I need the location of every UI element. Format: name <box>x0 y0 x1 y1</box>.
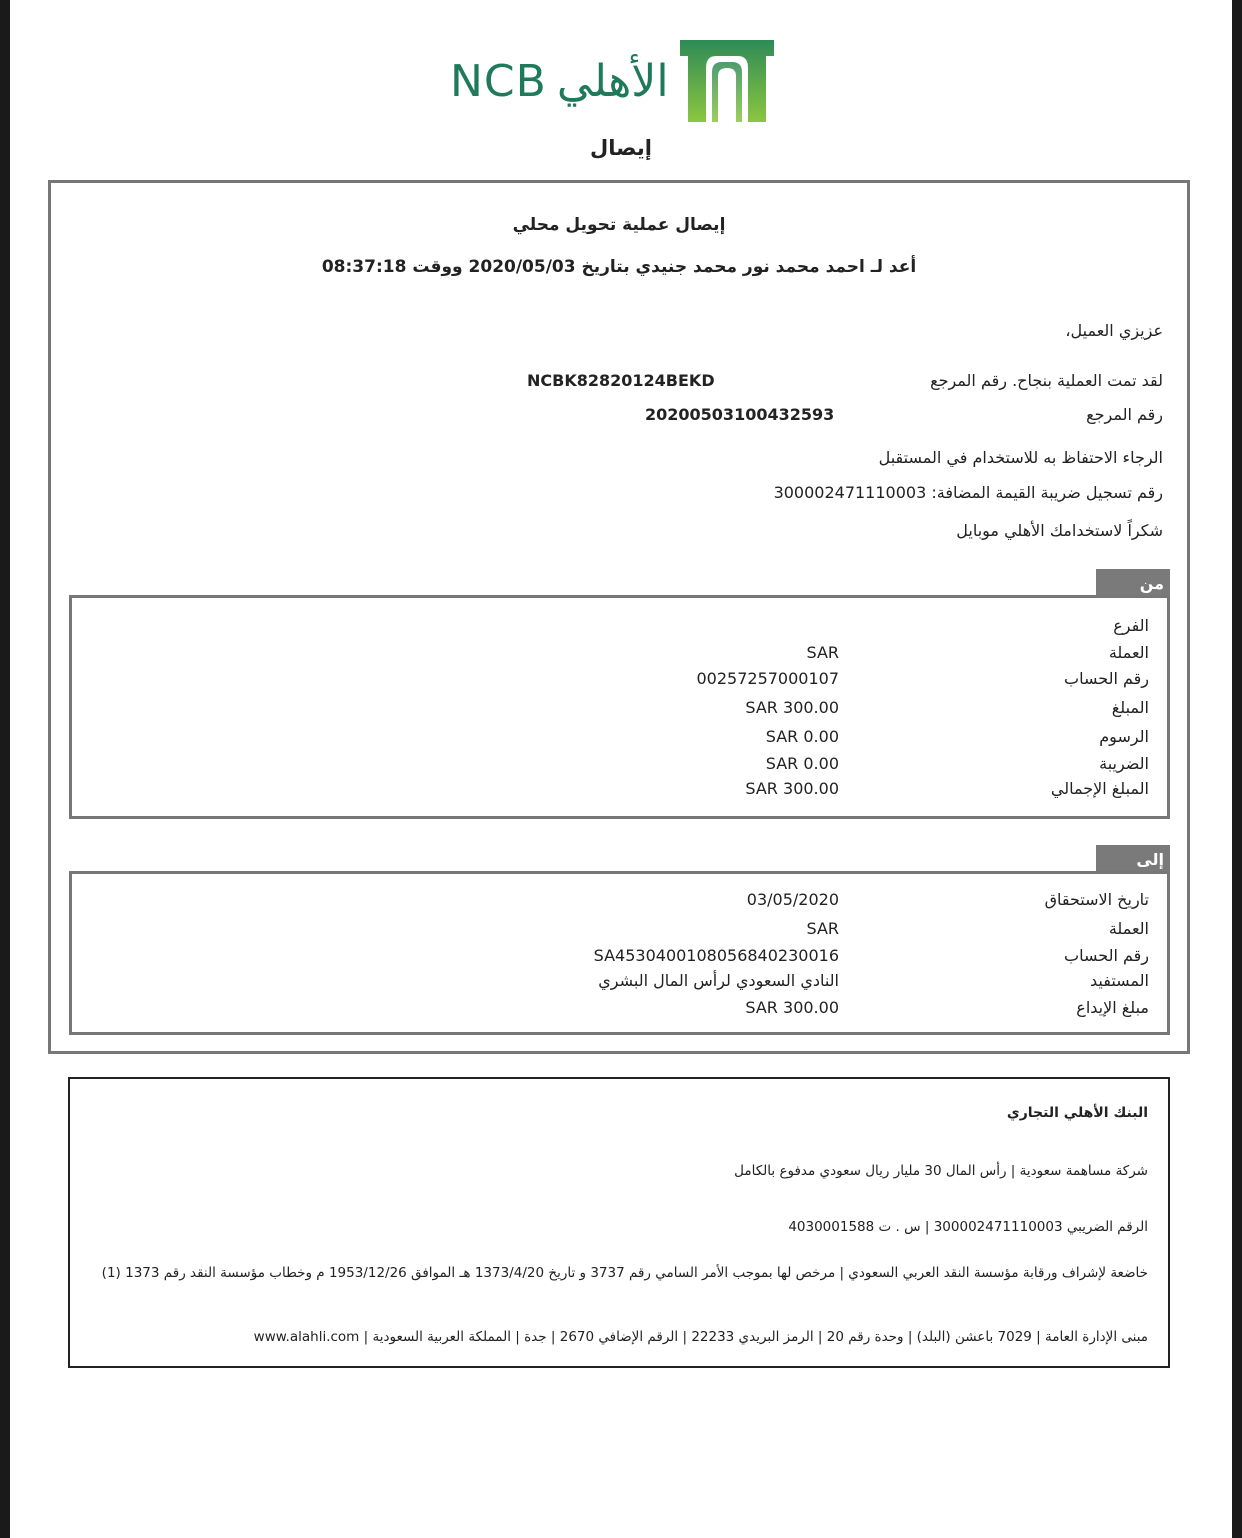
detail-value: 300.00 SAR <box>745 779 839 798</box>
detail-value: النادي السعودي لرأس المال البشري <box>598 971 839 990</box>
document-subtitle: أعد لـ احمد محمد نور محمد جنيدي بتاريخ 2020/05/03 ووقت 08:37:18 <box>321 257 917 277</box>
detail-value: SAR <box>806 919 839 938</box>
detail-row <box>72 919 1167 943</box>
detail-label: رقم الحساب <box>1064 946 1149 965</box>
detail-value: 300.00 SAR <box>745 998 839 1017</box>
success-text: لقد تمت العملية بنجاح. رقم المرجع <box>930 371 1163 390</box>
detail-label: الفرع <box>1113 616 1149 635</box>
detail-row <box>72 779 1167 803</box>
bank-capital-text: شركة مساهمة سعودية | رأس المال 30 مليار ريال سعودي مدفوع بالكامل <box>734 1163 1148 1179</box>
detail-label: المبلغ <box>1111 698 1149 717</box>
ncb-arch-icon <box>678 38 776 124</box>
ncb-logo <box>450 36 780 126</box>
transaction-reference: NCBK82820124BEKD <box>527 371 715 390</box>
reference-label: رقم المرجع <box>1086 405 1163 424</box>
reference-number: 20200503100432593 <box>645 405 835 424</box>
detail-row <box>72 643 1167 667</box>
receipt-heading: إيصال <box>590 136 652 160</box>
bank-info-footer <box>68 1077 1170 1368</box>
detail-row <box>72 727 1167 751</box>
detail-value: 0.00 SAR <box>765 754 839 773</box>
vat-registration-text: رقم تسجيل ضريبة القيمة المضافة: 300002471110003 <box>773 483 1163 502</box>
detail-label: رقم الحساب <box>1064 669 1149 688</box>
detail-row <box>72 616 1167 640</box>
detail-label: تاريخ الاستحقاق <box>1044 890 1149 909</box>
detail-label: المستفيد <box>1090 971 1149 990</box>
bank-address-text: مبنى الإدارة العامة | 7029 باعشن (البلد) | وحدة رقم 20 | الرمز البريدي 22233 | الرقم الإضافي 2670 | جدة | المملكة العربية السعودية | www.alahli.com <box>253 1329 1148 1345</box>
document-title: إيصال عملية تحويل محلي <box>512 215 726 235</box>
receipt-frame <box>48 180 1190 1054</box>
detail-label: الرسوم <box>1099 727 1149 746</box>
thanks-text: شكراً لاستخدامك الأهلي موبايل <box>956 521 1163 540</box>
detail-row <box>72 971 1167 995</box>
greeting-text: عزيزي العميل، <box>1065 321 1163 340</box>
detail-value: 300.00 SAR <box>745 698 839 717</box>
logo-arabic-text: الأهلي <box>556 55 669 107</box>
detail-label: المبلغ الإجمالي <box>1050 779 1149 798</box>
detail-value: SA4530400108056840230016 <box>593 946 839 965</box>
detail-value: 0.00 SAR <box>765 727 839 746</box>
bank-name: البنك الأهلي التجاري <box>1006 1105 1148 1121</box>
detail-row <box>72 890 1167 914</box>
detail-label: مبلغ الإيداع <box>1076 998 1149 1017</box>
receipt-page <box>10 0 1232 1538</box>
detail-label: العملة <box>1108 643 1149 662</box>
detail-row <box>72 754 1167 778</box>
bank-license-text: خاضعة لإشراف ورقابة مؤسسة النقد العربي السعودي | مرخص لها بموجب الأمر السامي رقم 3737 و تاريخ 1373/4/20 هـ الموافق 1953/12/26 م وخطاب مؤسسة النقد رقم 1373 (1) <box>101 1265 1148 1281</box>
detail-row <box>72 698 1167 722</box>
logo-latin-text: NCB <box>450 55 547 107</box>
detail-row <box>72 998 1167 1022</box>
detail-row <box>72 946 1167 970</box>
detail-value: SAR <box>806 643 839 662</box>
to-section-tab: إلى <box>1096 845 1170 873</box>
detail-value: 03/05/2020 <box>746 890 839 909</box>
detail-value: 00257257000107 <box>696 669 839 688</box>
to-section <box>69 871 1170 1035</box>
detail-label: الضريبة <box>1099 754 1149 773</box>
bank-tax-text: الرقم الضريبي 300002471110003 | س . ت 4030001588 <box>788 1219 1148 1235</box>
detail-label: العملة <box>1108 919 1149 938</box>
from-section <box>69 595 1170 819</box>
detail-row <box>72 669 1167 693</box>
from-section-tab: من <box>1096 569 1170 597</box>
keep-note-text: الرجاء الاحتفاظ به للاستخدام في المستقبل <box>878 448 1163 467</box>
